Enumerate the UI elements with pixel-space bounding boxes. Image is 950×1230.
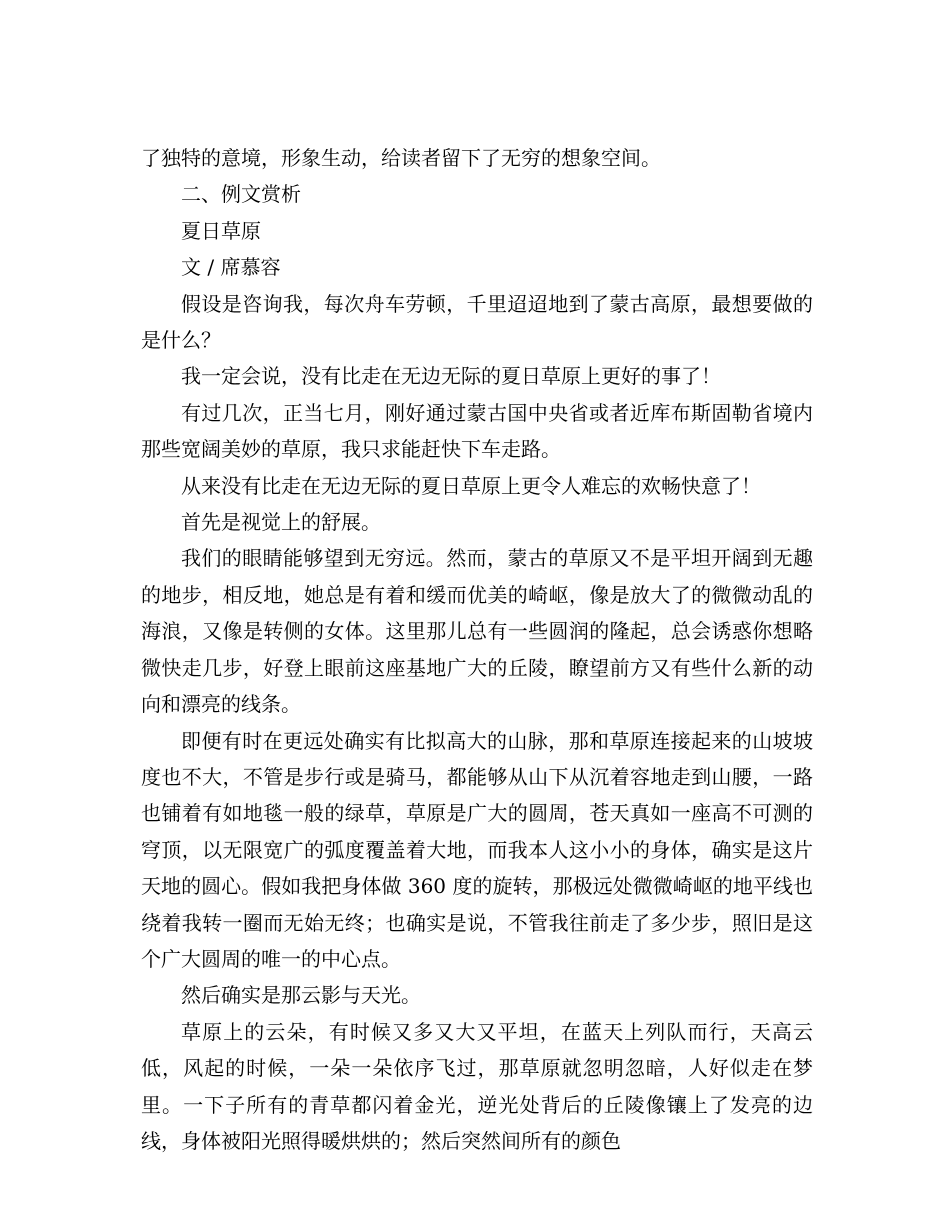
paragraph: 从来没有比走在无边无际的夏日草原上更令人难忘的欢畅快意了！ — [181, 473, 761, 498]
paragraph-continuation: 了独特的意境，形象生动，给读者留下了无穷的想象空间。 — [141, 146, 661, 170]
paragraph: 草原上的云朵，有时候又多又大又平坦，在蓝天上列队而行，天高云低，风起的时候，一朵一朵依序飞过，那草原就忽明忽暗，人好似走在梦里。一下子所有的青草都闪着金光，逆光处背后的丘陵像镶上了发亮的边线，身体被阳光照得暖烘烘的；然后突然间所有的颜色 — [141, 1019, 813, 1153]
section-heading: 二、例文赏析 — [181, 182, 301, 207]
article-title: 夏日草原 — [181, 218, 261, 243]
paragraph: 首先是视觉上的舒展。 — [181, 510, 381, 535]
paragraph: 有过几次，正当七月，刚好通过蒙古国中央省或者近库布斯固勒省境内那些宽阔美妙的草原，我只求能赶快下车走路。 — [141, 400, 813, 462]
paragraph: 我们的眼睛能够望到无穷远。然而，蒙古的草原又不是平坦开阔到无趣的地步，相反地，她总是有着和缓而优美的崎岖，像是放大了的微微动乱的海浪，又像是转侧的女体。这里那儿总有一些圆润的隆起，总会诱惑你想略微快走几步，好登上眼前这座基地广大的丘陵，瞭望前方又有些什么新的动向和漂亮的线条。 — [141, 546, 813, 717]
document-page — [141, 140, 813, 1159]
paragraph: 然后确实是那云影与天光。 — [181, 983, 421, 1008]
paragraph: 假设是咨询我，每次舟车劳顿，千里迢迢地到了蒙古高原，最想要做的是什么？ — [141, 291, 813, 353]
paragraph: 我一定会说，没有比走在无边无际的夏日草原上更好的事了！ — [181, 364, 721, 389]
article-author: 文 / 席慕容 — [181, 255, 281, 280]
paragraph: 即便有时在更远处确实有比拟高大的山脉，那和草原连接起来的山坡坡度也不大，不管是步行或是骑马，都能够从山下从沉着容地走到山腰，一路也铺着有如地毯一般的绿草，草原是广大的圆周，苍天真如一座高不可测的穹顶，以无限宽广的弧度覆盖着大地，而我本人这小小的身体，确实是这片天地的圆心。假如我把身体做 360 度的旋转，那极远处微微崎岖的地平线也绕着我转一圈而无始无终；也确实是说，不管我往前走了多少步，照旧是这个广大圆周的唯一的中心点。 — [141, 728, 813, 971]
